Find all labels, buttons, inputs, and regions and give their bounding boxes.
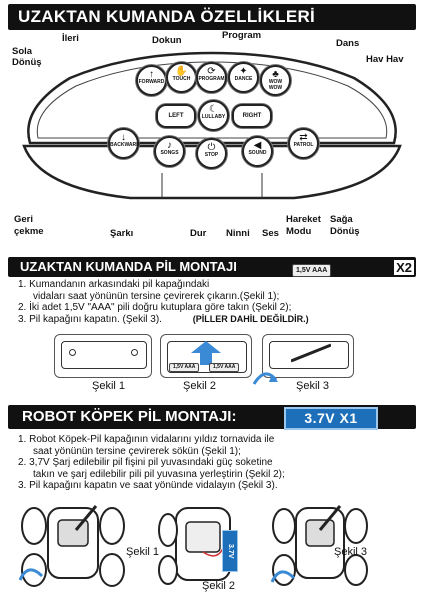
battery-count: X2 [396, 260, 412, 275]
stop-button[interactable]: ⏻ STOP [196, 138, 227, 169]
forward-button[interactable]: ↑ FORWARD [136, 65, 167, 96]
speaker-icon: ◀ [253, 140, 262, 151]
aaa-battery-badge: 1,5V AAA [292, 264, 331, 277]
remote-figure-3-caption: Şekil 3 [296, 380, 330, 392]
patrol-button[interactable]: ⇄ PATROL [288, 128, 319, 159]
backward-button[interactable]: ↓ BACKWARD [108, 128, 139, 159]
touch-button[interactable]: ✋ TOUCH [166, 62, 197, 93]
power-icon: ⏻ [207, 142, 216, 153]
left-button[interactable]: LEFT [156, 104, 196, 128]
label-lullaby: Ninni [226, 228, 250, 239]
aaa-battery-1: 1,5V AAA [169, 363, 199, 372]
label-sound: Ses [262, 228, 279, 239]
robot-battery-steps: 1. Robot Köpek-Pil kapağının vidalarını yıldız tornavida ile saat yönünün tersine çevirerek sökün (Şekil 1); 2. 3,7V Şarj edilebilir pil fişini pil yuvasındaki güç soketine takın ve şarj edilebilir pili pil yuvasına yerleştirin (Şekil 2); 3. Pil kapağını kapatın ve saat yönünde vidalayın (Şekil 3). [18, 434, 285, 491]
remote-back-figure-2 [160, 334, 252, 378]
label-touch: Dokun [152, 35, 182, 46]
label-forward: İleri [62, 33, 79, 44]
sound-button[interactable]: ◀ SOUND [242, 136, 273, 167]
remote-back-figure-1 [54, 334, 152, 378]
dance-button[interactable]: ✦ DANCE [228, 62, 259, 93]
hand-icon: ✋ [175, 66, 188, 77]
dog-icon: ♣ [272, 69, 279, 80]
label-back: Geri çekme [14, 214, 44, 237]
robot-figure-2-caption: Şekil 2 [202, 580, 236, 592]
robot-battery-title: ROBOT KÖPEK PİL MONTAJI: [8, 405, 416, 429]
aaa-battery-2: 1,5V AAA [209, 363, 239, 372]
program-icon: ⟳ [207, 66, 216, 77]
arrow-up-icon [191, 341, 221, 365]
remote-control-illustration [10, 48, 414, 206]
songs-button[interactable]: ♪ SONGS [154, 136, 185, 167]
label-song: Şarkı [110, 228, 134, 239]
remote-battery-steps: 1. Kumandanın arkasındaki pil kapağındaki vidaları saat yönünün tersine çevirerek çıkarın.(Şekil 1); 2. İki adet 1,5V "AAA" pili doğru kutuplara göre takın (Şekil 2); 3. Pil kapağını kapatın. (Şekil 3). (PİLLER DAHİL DEĞİLDİR.) [18, 279, 309, 325]
robot-figure-3-caption: Şekil 3 [334, 546, 368, 558]
label-stop: Dur [190, 228, 207, 239]
label-bark: Hav Hav [366, 54, 404, 65]
label-motion-mode: Hareket Modu [286, 214, 321, 237]
lullaby-button[interactable]: ☾ LULLABY [198, 100, 229, 131]
remote-battery-title: UZAKTAN KUMANDA PİL MONTAJI [8, 257, 416, 277]
robot-dog-figure-1 [14, 500, 134, 594]
screwdriver-icon [291, 343, 331, 363]
dancer-icon: ✦ [239, 66, 248, 77]
rotate-arrow-icon [252, 370, 278, 390]
remote-features-title: UZAKTAN KUMANDA ÖZELLİKLERİ [8, 4, 416, 30]
arrow-up-icon: ↑ [149, 69, 154, 80]
remote-figure-2-caption: Şekil 2 [183, 380, 217, 392]
label-left-turn: Sola Dönüş [12, 46, 42, 68]
arrow-down-icon: ↓ [121, 132, 126, 143]
label-dance: Dans [336, 38, 360, 49]
robot-figure-1-caption: Şekil 1 [126, 546, 160, 558]
loop-arrows-icon: ⇄ [299, 132, 308, 143]
label-program: Program [222, 30, 262, 41]
program-button[interactable]: ⟳ PROGRAM [196, 62, 227, 93]
robot-battery-badge: 3.7V X1 [284, 407, 378, 430]
batteries-not-included-note: (PİLLER DAHİL DEĞİLDİR.) [192, 313, 309, 324]
remote-figure-1-caption: Şekil 1 [92, 380, 126, 392]
moon-icon: ☾ [209, 104, 218, 115]
label-right-turn: Sağa Dönüş [330, 214, 360, 237]
right-button[interactable]: RIGHT [232, 104, 272, 128]
music-note-icon: ♪ [167, 140, 172, 151]
bark-button[interactable]: ♣ WOW WOW [260, 65, 291, 96]
lipo-battery: 3.7V [222, 530, 238, 572]
